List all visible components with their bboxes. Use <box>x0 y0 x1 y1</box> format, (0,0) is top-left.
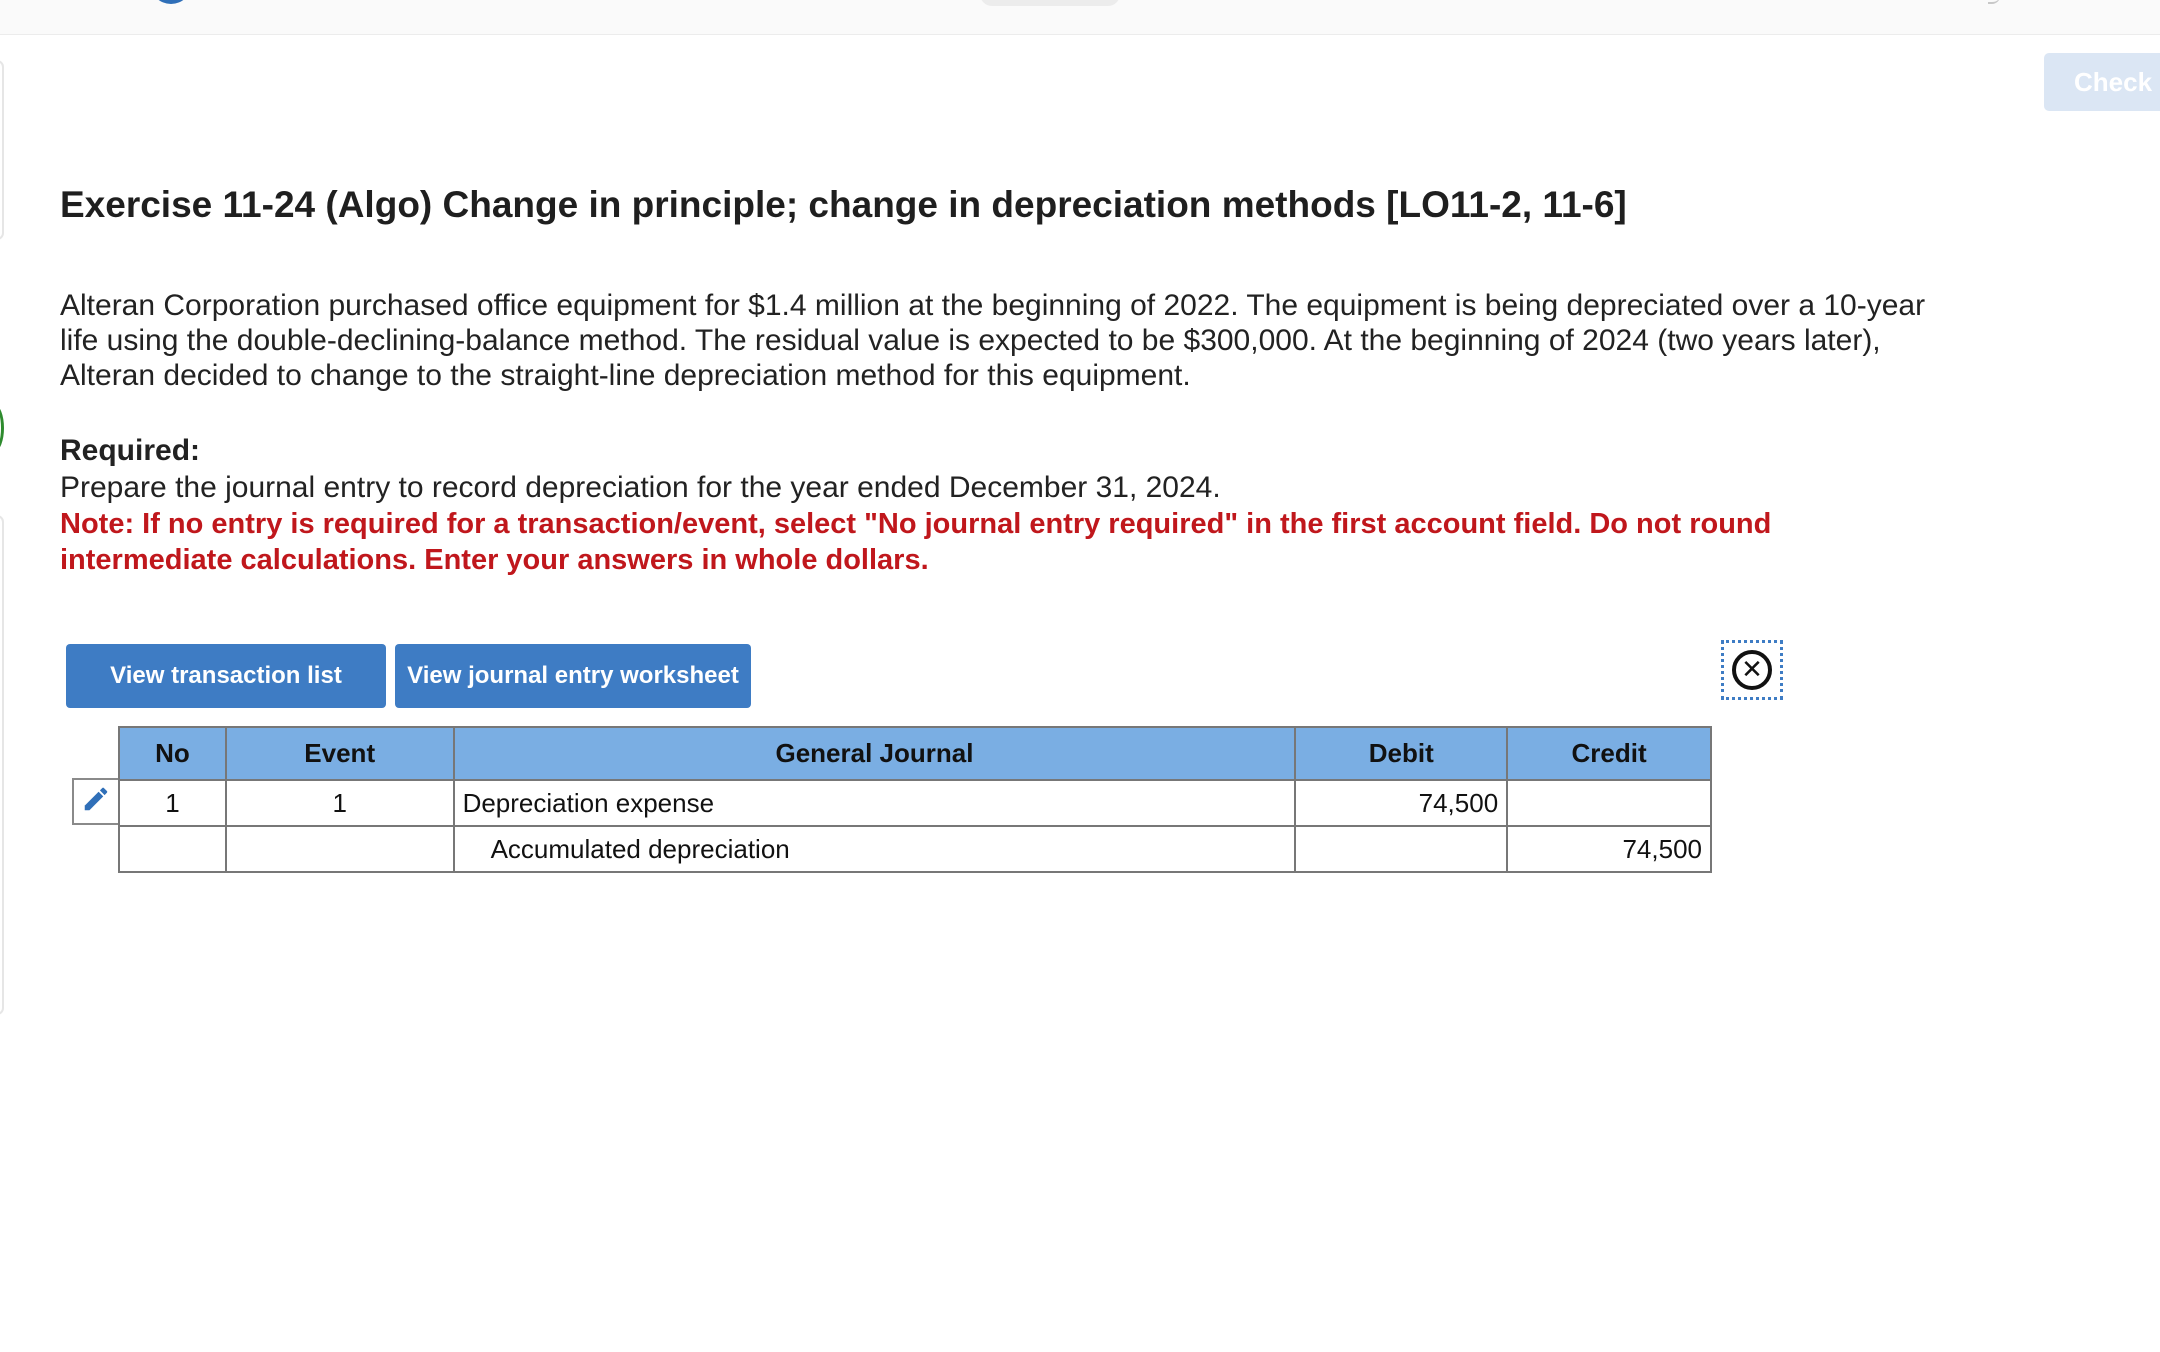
toolbar-tab[interactable] <box>980 0 1120 6</box>
cell-account: Accumulated depreciation <box>454 826 1296 872</box>
cell-credit <box>1507 780 1711 826</box>
table-row <box>119 780 1711 826</box>
top-toolbar-strip <box>0 0 2160 35</box>
cell-event: 1 <box>226 780 454 826</box>
view-journal-entry-worksheet-button[interactable]: View journal entry worksheet <box>395 644 751 708</box>
check-button[interactable]: Check <box>2044 53 2160 111</box>
left-status-indicator <box>0 405 4 451</box>
cell-debit <box>1295 826 1507 872</box>
exercise-description: Alteran Corporation purchased office equipment for $1.4 million at the beginning of 2022. The equipment is being depreciated over a 10-year life using the double-declining-balance method. The residual value is expected to be $300,000. At the beginning of 2024 (two years later), Alteran decided to change to the straight-line depreciation method for this equipment. <box>60 289 1926 392</box>
header-no: No <box>119 727 226 780</box>
note-instruction: Note: If no entry is required for a transaction/event, select "No journal entry required" in the first account field. Do not round intermediate calculations. Enter your answers in whole dollars. <box>60 508 1772 576</box>
header-debit: Debit <box>1295 727 1507 780</box>
header-event: Event <box>226 727 454 780</box>
table-header-row <box>119 727 1711 780</box>
cell-event <box>226 826 454 872</box>
cell-no <box>119 826 226 872</box>
close-circle-icon: ✕ <box>1732 650 1772 690</box>
left-panel-edge <box>0 60 4 240</box>
left-panel-edge <box>0 515 4 1015</box>
header-credit: Credit <box>1507 727 1711 780</box>
required-label: Required: <box>60 434 201 467</box>
journal-entry-table <box>118 726 1712 873</box>
view-transaction-list-button[interactable]: View transaction list <box>66 644 386 708</box>
table-row <box>119 826 1711 872</box>
progress-indicator <box>150 0 192 4</box>
cell-no: 1 <box>119 780 226 826</box>
exercise-title: Exercise 11-24 (Algo) Change in principle; change in depreciation methods [LO11-2, 11-6] <box>60 184 1627 225</box>
required-instruction: Prepare the journal entry to record depreciation for the year ended December 31, 2024. <box>60 471 1221 504</box>
cell-debit: 74,500 <box>1295 780 1507 826</box>
pencil-icon <box>81 784 111 819</box>
edit-entry-button[interactable] <box>72 778 120 825</box>
header-general-journal: General Journal <box>454 727 1296 780</box>
cell-credit: 74,500 <box>1507 826 1711 872</box>
close-button[interactable] <box>1721 640 1783 700</box>
toolbar-corner <box>1988 0 2000 4</box>
cell-account: Depreciation expense <box>454 780 1296 826</box>
